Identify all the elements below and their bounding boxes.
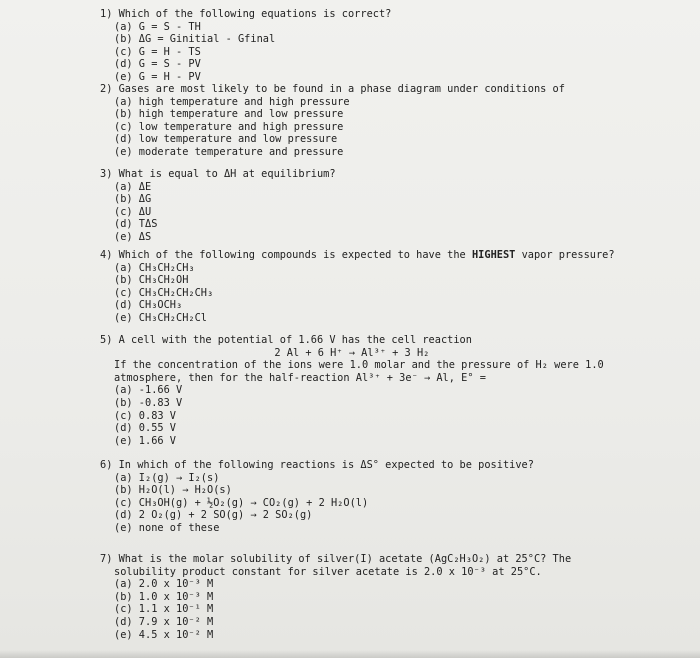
option-a: (a) -1.66 V	[114, 384, 183, 397]
stem-text: 4) Which of the following compounds is expected to have the	[100, 249, 472, 261]
option-c: (c) CH₃OH(g) + ½O₂(g) → CO₂(g) + 2 H₂O(l)	[114, 496, 369, 509]
option-d: (d) 7.9 x 10⁻² M	[114, 615, 214, 628]
question-2	[100, 83, 565, 159]
option-a: (a) G = S - TH	[114, 20, 201, 33]
option-d: (d) TΔS	[114, 218, 158, 231]
question-3	[100, 168, 336, 244]
option-b: (b) 1.0 x 10⁻³ M	[114, 590, 214, 603]
option-b: (b) -0.83 V	[114, 396, 183, 409]
option-b: (b) ΔG = Ginitial - Gfinal	[114, 33, 276, 46]
option-b: (b) high temperature and low pressure	[114, 108, 344, 121]
stem-text-end: vapor pressure?	[515, 249, 615, 261]
option-b: (b) CH₃CH₂OH	[114, 274, 189, 287]
question-stem: 5) A cell with the potential of 1.66 V has the cell reaction	[100, 334, 472, 346]
option-e: (e) G = H - PV	[114, 70, 201, 83]
option-a: (a) 2.0 x 10⁻³ M	[114, 578, 214, 591]
option-e: (e) CH₃CH₂CH₂Cl	[114, 311, 207, 324]
question-stem: 1) Which of the following equations is correct?	[100, 8, 392, 20]
option-e: (e) 1.66 V	[114, 434, 176, 447]
question-stem	[100, 249, 615, 262]
option-a: (a) high temperature and high pressure	[114, 95, 350, 108]
option-e: (e) moderate temperature and pressure	[114, 145, 344, 158]
question-stem: 6) In which of the following reactions is ΔS° expected to be positive?	[100, 459, 534, 471]
option-e: (e) none of these	[114, 521, 220, 534]
option-e: (e) ΔS	[114, 230, 152, 243]
option-c: (c) ΔU	[114, 205, 152, 218]
page-shadow	[0, 650, 700, 658]
option-c: (c) low temperature and high pressure	[114, 120, 344, 133]
option-b: (b) H₂O(l) → H₂O(s)	[114, 484, 232, 497]
question-stem: 7) What is the molar solubility of silver(I) acetate (AgC₂H₃O₂) at 25°C? The	[100, 553, 572, 565]
option-e: (e) 4.5 x 10⁻² M	[114, 628, 214, 641]
question-stem: 2) Gases are most likely to be found in a phase diagram under conditions of	[100, 83, 565, 95]
question-body-line-2: atmosphere, then for the half-reaction Al³⁺ + 3e⁻ → Al, E° =	[114, 371, 486, 384]
question-stem-line-2: solubility product constant for silver acetate is 2.0 x 10⁻³ at 25°C.	[114, 565, 542, 578]
option-c: (c) G = H - TS	[114, 45, 201, 58]
question-4	[100, 249, 615, 325]
option-d: (d) CH₃OCH₃	[114, 299, 183, 312]
cell-reaction: 2 Al + 6 H⁺ → Al³⁺ + 3 H₂	[274, 346, 430, 359]
option-d: (d) 2 O₂(g) + 2 SO(g) → 2 SO₂(g)	[114, 509, 313, 522]
option-d: (d) G = S - PV	[114, 58, 201, 71]
option-c: (c) 0.83 V	[114, 409, 176, 422]
question-5	[100, 334, 604, 447]
question-6	[100, 459, 534, 535]
question-stem: 3) What is equal to ΔH at equilibrium?	[100, 168, 336, 180]
option-b: (b) ΔG	[114, 193, 152, 206]
question-7	[100, 553, 571, 641]
question-1	[100, 8, 391, 84]
option-a: (a) I₂(g) → I₂(s)	[114, 471, 220, 484]
option-a: (a) CH₃CH₂CH₃	[114, 261, 195, 274]
option-c: (c) CH₃CH₂CH₂CH₃	[114, 286, 214, 299]
question-body-line-1: If the concentration of the ions were 1.0 molar and the pressure of H₂ were 1.0	[114, 359, 604, 372]
option-d: (d) low temperature and low pressure	[114, 133, 338, 146]
option-c: (c) 1.1 x 10⁻¹ M	[114, 603, 214, 616]
stem-emphasis: HIGHEST	[471, 249, 516, 261]
option-a: (a) ΔE	[114, 180, 152, 193]
option-d: (d) 0.55 V	[114, 422, 176, 435]
